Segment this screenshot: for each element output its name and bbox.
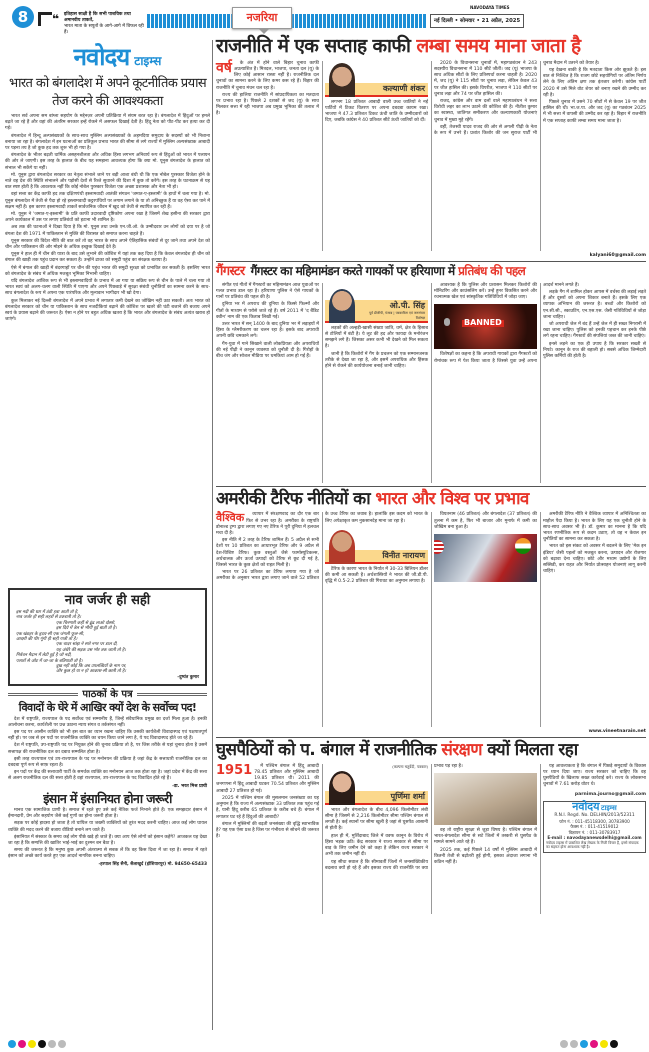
letter2-headline: इंसान में इंसानियत होना जरूरी — [43, 790, 172, 806]
editorial-body — [5, 114, 210, 584]
article4-photo — [434, 773, 537, 825]
editorial-headline: भारत को बंगलादेश में अपने कूटनीतिक प्रयास तेज करने की आवश्यकता — [8, 76, 207, 109]
paragraph: यह देखना बाकी है कि मतदाता किस ओर झुकते हैं। इस बात से निश्चित है कि राजग छोटे सहयोगियों पर अंतिम निर्णय लेने के लिए अंतिम क्षण तक इंतजार करेगी। कांग्रेस पार्टी 2020 में उसे मिले वोट शेयर को बनाए रखने की उम्मीद कर रही है। — [543, 68, 646, 98]
imprint-fax: फैक्स नं. : 011-41519012 — [570, 824, 619, 830]
banned-stamp: BANNED — [464, 318, 502, 328]
paragraph: यदि बंगलादेश आंशिक रूप से भी इस्लामवादियों के प्रभाव में आ गया या सक्रिय रूप से चीन के पाले में चला गया तो भारत स्वयं को अलग-थलग वाली स्थिति में पाएगा और अपने पिछवाड़े में सुरक्षा संबंधी चुनौतियों का सामना करने के साथ-साथ बंगलादेश के रूप में अपना एक पारंपरिक और मूल्यवान भागीदार भी खो देगा। — [5, 279, 210, 297]
byline-note: (कल्पना चतुर्वेदी, पत्रकार) — [392, 763, 428, 769]
headline-black: अमरीकी टैरिफ नीतियों का — [216, 488, 371, 509]
paragraph: सड़क पर कोई हादसा हो जाता है तो घायिल या जख्मी व्यक्तियों को तुरंत मदद करनी चाहिए। आज कई लोग घायल व्यक्ति की मदद करने की बजाय वीडियो बनाने लग जाते हैं। — [8, 821, 207, 833]
paragraph: हाल ही में, मुर्शिदाबाद जिले में वक्फ कानून के विरोध में हिंसा भड़क उठी। केंद्र सरकार ने राज्य सरकार से सीमा पर बाड़ के लिए जमीन देने को कहा है लेकिन राज्य सरकार ने अभी तक जमीन नहीं दी। — [325, 833, 428, 858]
masthead — [25, 40, 210, 73]
paragraph: के अंत में होने वाले बिहार चुनाव काफी अप्रत्याशित हैं। मित्रदल, भाजपा, जनता दल (यू) के लिए कोई आसान रास्ता नहीं है। राजनीतिक दल चुनावों का सामना करने के लिए कमर कस रहे हैं। बिहार की राजनीति में चुनाव मंथन चल रहा है। — [216, 60, 319, 91]
imprint-brand — [546, 799, 643, 813]
poem-line: नाव जर्जर ही सही लहरों से टकराती तो है। — [16, 615, 81, 621]
poem-line: और कुछ हो या न हो आकाश-सी छाती तो है। — [56, 669, 126, 675]
article1-email: kalyani60@gmail.com — [589, 252, 646, 258]
imprint-brand-text: नवोदय — [572, 799, 600, 813]
poem-author: -दुष्यंत कुमार — [177, 674, 199, 680]
article1-dropcap: वर्ष — [216, 59, 232, 76]
paragraph: इस पद पर आसीन व्यक्ति को भी इस बात का ध्यान रखना चाहिए कि उसकी कार्यशैली विवादास्पद एवं पक्षपातपूर्ण नहीं हो। पर जब से इन पदों पर राजनीतिक व्यक्ति का चयन किया जाने लगा है, ये पद विवादास्पद होते जा रहे हैं। — [8, 729, 207, 742]
masthead-suffix: टाइम्स — [134, 54, 162, 68]
right-area — [216, 36, 646, 914]
imprint-box — [543, 801, 646, 853]
byline-name: ओ.पी. सिंह — [389, 301, 425, 311]
article2-header — [216, 265, 646, 280]
section-divider — [216, 261, 646, 262]
microphone-icon — [444, 318, 450, 326]
tariff-image — [434, 534, 537, 582]
byline-name: पूर्णिमा शर्मा — [325, 791, 428, 805]
paragraph: भारत को इस संकट को अवसर में बदलने के लिए 'मेक इन इंडिया' जैसी पहलों को मजबूत करना, उत्पादन और रोजगार को बढ़ावा देना चाहिए। छोटे और मध्यम उद्योगों के लिए सब्सिडी, कर राहत और निर्यात प्रोत्साहन योजनाएं लागू करनी चाहिएं। — [543, 544, 646, 575]
article4-dropcap: 1951 — [216, 762, 253, 778]
poem-line: एक चादर सांझ ने सारे नगर पर डाल दी, — [56, 642, 118, 648]
author-photo — [329, 771, 355, 805]
letters-section-title — [8, 689, 207, 701]
article4-email: parnima.journo@gmail.com — [574, 791, 646, 797]
banned-image — [434, 304, 537, 349]
imprint-rni: R.N.I. Regd. No. DELHIN/2013/52311 — [554, 812, 635, 818]
paragraph: वियतनाम (46 प्रतिशत) और बंगलादेश (37 प्रतिशत) की तुलना में कम है, फिर भी बाजार और मुनाफे में कमी का जोखिम बना हुआ है। — [434, 512, 537, 530]
byline-subtitle: पूर्व डीजीपी, पंजाब | पत्रकारिता एवं जनसंचार विशेषज्ञ — [369, 311, 425, 320]
imprint-phone: फोन नं. : 011-45118300, 30783900 — [559, 818, 630, 824]
paragraph: लड़कों की अल्हड़ी-खासी संख्या जाति, धर्म, क्षेत्र के हिसाब से टोलियों में बंटी है। ये लूट की हद और फायदा के मनोरंजन समझने लगे हैं। जिसका असर कभी भी देखने को मिल सकता है। — [325, 325, 428, 350]
poem-line: आदमी की पीर गूंगी ही सही गाती तो है। — [16, 637, 78, 643]
article1-body — [216, 61, 646, 251]
paragraph: समय की जरूरत है कि मनुष्य कुछ अपनी अंतरात्मा से सबक लें कि वह किस दिशा में जा रहा है। समाज में रहते इंसान को अच्छे कार्य करते हुए एक आदर्श नागरिक बनना चाहिए। — [8, 848, 207, 860]
masthead-brand: नवोदय — [73, 43, 130, 71]
headline-black: घुसपैठियों को प. बंगाल में राजनीतिक — [216, 740, 437, 761]
article3-headline — [216, 490, 646, 510]
paragraph: 2020 के विधानसभा चुनावों में, महागठबंधन ने 243 सदस्यीय विधानसभा में 110 सीटें जीतीं। जद (यू) भाजपा के साथ अधिक सीटों के लिए प्रतिस्पर्धा करना चाहती है। 2020 में, जद (यू) ने 115 सीटों पर चुनाव लड़ा, लेकिन केवल 43 पर जीत हासिल की। इसके विपरीत, भाजपा ने 110 सीटों पर चुनाव लड़ा और 74 पर जीत हासिल की। — [434, 60, 537, 97]
author-photo — [329, 530, 355, 564]
section-tab: नजरिया — [232, 7, 292, 29]
paragraph: भारत पर 26 प्रतिशत का टैरिफ लगाया गया है जो अमरीका के अनुसार भारत द्वारा लगाए जाने वाले 52 प्रतिशत के उच्च टैरिफ का जवाब है। हालांकि इस कदम को भारत के लिए अपेक्षाकृत कम नुकसानदेह माना जा रहा है। — [216, 512, 428, 582]
headline-black: गैंगस्टर का महिमामंडन करते गायकों पर हरियाणा में — [250, 263, 455, 278]
paragraph: विशेषज्ञों का कहना है कि अपराधी गायकों द्वारा गैंगस्टरों को रोमांचक रूप में पेश किया जाता है जिससे युवा उन्हें अपना आदर्श मानने लगते हैं। — [434, 282, 580, 364]
paragraph: ऐसे में बंगाल की खाड़ी में बंदरगाहों पर चीन की पहुंच भारत की समुद्री सुरक्षा को प्रभावित कर सकती है। इसलिए भारत को बंगलादेश के संबंध में अधिक मजबूत भूमिका निभानी चाहिए। — [5, 265, 210, 277]
headline-red: संरक्षण — [441, 740, 482, 761]
paragraph: यह सीधा सवाल है कि सीमावर्ती जिलों में जनसांख्यिकीय बदलाव क्यों हो रहे हैं और इसका राज्य की राजनीति पर क्या प्रभाव पड़ रहा है। — [325, 763, 463, 871]
india-flag-icon — [515, 538, 531, 554]
letter2-author: -हरपाल सिंह सैनी, सैलाखुर्द (होशियारपुर) मो. 94650-65433 — [98, 861, 207, 867]
page-number: 8 — [12, 6, 34, 28]
poem-line: दुख नहीं कोई कि अब उपलब्धियों के नाम पर, — [56, 664, 127, 670]
author-photo — [329, 63, 355, 97]
title-rule — [8, 693, 78, 696]
paragraph: वह तो राष्ट्रीय सुरक्षा से जुड़ा विषय है। पश्चिम बंगाल में भारत-बंगलादेश सीमा से सटे जिलों में तस्करी से घुसपैठ के मामले सामने आते रहे हैं। — [434, 828, 537, 846]
article2-body — [216, 283, 646, 483]
paragraph: वहां सत्ता का केंद्र काफी हद तक दक्षिणपंथी इस्लामवादी आतंकी संगठन 'जमात-ए-इस्लामी' के हाथों में चला गया है। मो. यूनुस बंगलादेश में तेजी से पैदा हो रहे इस्लामवादी कट्टरपंथियों पर लगाम लगाने के या तो अनिच्छुक हैं या वह ऐसा कर पाने में सक्षम नहीं हैं। इस कारण इस्लामवादी ताकतें सार्वजनिक जीवन में खुद को तेजी से स्थापित कर रही हैं। — [5, 192, 210, 210]
poem-title: नाव जर्जर ही सही — [64, 593, 151, 608]
letter1-headline: विवादों के घेरे में आखिर क्यों देश के सर्वोच्च पद! — [18, 700, 197, 714]
article3-email: www.vineetnarain.net — [588, 729, 646, 735]
poem-line: एक खंडहर के हृदय-सी एक जंगली फूल-सी, — [16, 631, 85, 637]
poem-box — [8, 588, 207, 686]
paragraph: अमरीकी टैरिफ नीति ने वैश्विक व्यापार में अनिश्चितता का माहौल पैदा किया है। भारत के लिए यह एक चुनौती होने के साथ-साथ अवसर भी है। डॉ. कुमार का मानना है कि यदि भारत रणनीतिक रूप से कदम उठाए, तो वह न केवल इन चुनौतियों का सामना कर सकता है। — [543, 512, 646, 543]
paragraph: इन पदों पर केंद्र की सत्ताधारी पार्टी के समर्थक व्यक्ति का मनोनयन आज तक होता रहा है। जहां प्रदेश में केंद्र की सत्ता से अलग राजनीतिक दल की सत्ता होती है वहां राज्यपाल, उप-राज्यपाल के पद विवादित होते रहे हैं। — [8, 770, 208, 782]
paragraph: गैंग-युवा में गाने सिखाने वाली लोकप्रियता और अपराधियों की नई पीढ़ी ने कानून व्यवस्था को चुनौती दी है। गिरोहों के बीच जंग और सोशल मीडिया पर धमकियां आम हो गई हैं। — [216, 341, 319, 360]
paragraph: टैरिफ के कारण भारत के निर्यात में 30-33 बिलियन डॉलर की कमी आ सकती है। अर्थशास्त्रियों ने भारत की जी.डी.पी. वृद्धि में 0.5-2.2 प्रतिशत की गिरावट का अनुमान लगाया है। — [325, 566, 428, 585]
author-photo — [329, 289, 355, 323]
paragraph: लगभग 18 प्रतिशत आबादी वाली उच्च जातियों ने नई पार्टियों में टिकट वितरण पर अपना दबदबा कायम रखा। भाजपा ने 47.3 प्रतिशत टिकट ऊंची जाति के उम्मीदवारों को दिए, जबकि कांग्रेस ने 40 प्रतिशत सीटें ऊंची जातियों को दीं। — [325, 99, 428, 124]
paragraph: राज्य की हालिया राजनीति में सांप्रदायिकता का मतदाता पर प्रभाव रहा है। पिछले 2 दशकों से जद (यू) के साथ मिलकर सत्ता में रही भाजपा अब प्रमुख भूमिका की तलाश में है। — [216, 92, 319, 117]
article4-headline — [216, 741, 646, 761]
paragraph: इनसे लड़ने का एक ही उपाय है कि सरकार सख्ती से निपटे। कानून के राज की बहाली हो। सबसे अधिक जिम्मेदारी पुलिस कर्मियों की होती है। — [543, 341, 646, 360]
imprint-brand-suffix: टाइम्स — [600, 803, 617, 812]
article4-body — [216, 764, 646, 914]
paragraph: जानी है कि किशोरों में गैंग के प्रचलन को एक सम्मानजनक तरीके से देखा जा रहा है, और इसमें अपराधिक और हिंसक होने से रोकने की कार्ययोजना बनाई जानी चाहिए। — [325, 351, 428, 369]
paragraph: इंसानियत में संस्कार के समय कई लोग पीछे खड़े हो जाते हैं। क्या आप ऐसे लोगों को इंसान कहेंगे? आजकल यह देखा जा रहा है कि सम्पत्ति की खातिर भाई-भाई का दुश्मन बन बैठा है। — [8, 834, 207, 846]
article1-byline — [325, 61, 428, 97]
headline-red: लम्बा समय माना जाता है — [416, 35, 581, 57]
paragraph: कुल मिलाकर नई दिल्ली बंगलादेश में अपने प्रभाव में लगातार कमी देखने का जोखिम नहीं उठा सकती। अतः भारत को बंगलादेश सरकार को चीन या पाकिस्तान के साथ नजदीकियां बढ़ाने की कोशिश पर खतरे की घंटी बजाने की बजाय अपने स्वयं के प्रयास बढ़ाने की जरूरत है। ऐसा न होने पर बहुत अधिक खतरा है कि भारत और बंगलादेश के संबंध अत्यंत खराब हो जाएंगे। — [5, 298, 210, 323]
paragraph: भारत और बंगलादेश के बीच 4,096 किलोमीटर लंबी सीमा है जिसमें से 2,216 किलोमीटर सीमा पश्चिम बंगाल से लगती है। कई स्थानों पर सीमा खुली है जहां से घुसपैठ आसानी से होती है। — [325, 807, 428, 832]
poem-line: निर्वचन मैदान में लेटी हुई है जो नदी, — [16, 653, 72, 659]
article3-body — [216, 512, 646, 727]
paragraph: मो. यूनुस द्वारा बंगलादेश सरकार का नेतृत्व संभाले जाने पर बड़ी आशा बंधी थी कि एक नोबेल पुरस्कार विजेता होने के नाते वह देश की स्थिति संभालने और पड़ोसी देशों से रिश्ते सुधारने की दिशा में कुछ तो करेंगे। इस तरह के घटनाक्रम से यह बात स्पष्ट होती है कि आवश्यक नहीं कि कोई नोबेल पुरस्कार विजेता एक अच्छा प्रशासक और नेता भी हो। — [5, 172, 210, 191]
quote-icon: ❝ — [52, 12, 60, 26]
poem-line: इस नदी की धार में ठंडी हवा आती तो है, — [16, 610, 79, 615]
paragraph: अब तक की घटनाओं ने दिखा दिया है कि मो. यूनुस तथा उनके एन.जी.ओ. के उम्मीदवार उन लोगों को दया पर है जो बंगला देश की 1971 में पाकिस्तान से मुक्ति की विरासत को समाप्त करना चाहते हैं। — [5, 225, 210, 237]
paragraph: लड़के गैंग में शामिल होकर आपस में वर्चस्व की लड़ाई लड़ते हैं और दूसरों को अपना शिकार बनाते हैं। इसके लिए एक व्यापक अभियान की जरूरत है। बच्चों और किशोरों को एन.सी.सी., स्काउटिंग, एन.एस.एस. जैसी गतिविधियों से जोड़ा जाना चाहिए। — [543, 289, 646, 320]
poem-line: एक चिनगारी कहीं से ढूंढ लाओ दोस्तो, — [56, 620, 116, 626]
article3-dropcap: वैश्विक — [216, 511, 245, 525]
paragraph: इसी तरह राज्यपाल एवं उप-राज्यपाल के पद पर मनोनयन की प्रक्रिया है जहां केंद्र के सत्ताधारी राजनीतिक दल का दबदबा पूर्ण रूप से साफ़ रहता है। — [8, 756, 207, 768]
headline-black: क्यों मिलता रहा — [487, 740, 578, 761]
paragraph: वहीं, तेजस्वी यादव राजद की ओर से अगली पीढ़ी के नेता के रूप में उभरे हैं। प्रशांत किशोर की जन सुराज पार्टी भी चुनाव मैदान में उतरने को तैयार है। — [434, 60, 600, 137]
us-flag-icon — [434, 540, 444, 554]
paragraph: मो. यूनुस ने 'जमात-ए-इस्लामी' के प्रति काफी उदारवादी दृष्टिकोण अपना रखा है जिसमें शेख हसीना की सरकार द्वारा अपने कार्यकाल में उस पर लगाए प्रतिबंधों को हटाना भी शामिल है। — [5, 212, 210, 224]
article2-byline — [325, 283, 428, 323]
paragraph: 2025 में पश्चिम बंगाल की मुसलमान जनसंख्या का यह अनुमान है कि राज्य में अल्पसंख्यक 33 प्रतिशत तक पहुंच गई है, यानी हिंदू करीब 65 प्रतिशत के करीब बचे हैं। बंगाल में लगातार घट रहे हैं हिंदुओं की आबादी? — [216, 795, 319, 820]
article4-byline — [325, 764, 428, 805]
column-divider — [212, 40, 213, 1030]
letter1-body — [5, 717, 210, 783]
byline-name: कल्याणी शंकर — [325, 83, 428, 97]
poem-lines — [16, 610, 199, 675]
paragraph: देश में राष्ट्रपति, उप-राष्ट्रपति पद पर नियुक्त होने की चुनाव प्रक्रिया तो है, पर जिस तरीके से यहां चुनाव होता है उसमें सत्तापक्ष की राजनीतिक दल का दबाव सम्मलित होता है। — [8, 743, 207, 755]
paragraph: संगीत एवं गीतों में गैंगस्टरों का महिमामंडन आज युवाओं पर गलत प्रभाव डाल रहा है। हरियाणा पुलिस ने ऐसे गायकों के गानों पर प्रतिबंध की पहल की है। — [216, 282, 319, 301]
byline-name: विनीत नारायण — [325, 550, 428, 564]
article2-kicker: गैंगस्टर — [216, 263, 245, 279]
headline-red: प्रतिबंध की पहल — [458, 263, 526, 278]
imprint-ad: विज्ञापन नं. : 011-30783917 — [568, 829, 621, 835]
paragraph: 2025 तक, कई पिछले 14 वर्षों में मुस्लिम आबादी में कितनी तेजी से बढ़ोतरी हुई होगी, इसका अंदाजा लगाना भी कठिन नहीं है। — [434, 847, 537, 866]
paragraph: राजद, कांग्रेस और वाम दलों वाले महागठबंधन ने सत्ता विरोधी लहर का लाभ उठाने की कोशिश की है। नीतीश कुमार का स्वास्थ्य, जातिगत समीकरण और कल्याणकारी योजनाएं चुनाव में मुख्य मुद्दे रहेंगे। — [434, 99, 537, 123]
paragraph: मानव एक सामाजिक प्राणी है। समाज में रहते हुए उसे कई नैतिक फर्ज निभाने होते हैं। एक समझदार इंसान में ईमानदारी, प्रेम और सहयोग जैसे कई गुणों का होना जरूरी होता है। — [8, 807, 207, 820]
paragraph: बंगलादेश में हिन्दू अल्पसंख्यकों के साथ-साथ मुस्लिम अल्पसंख्यकों के अहमदिया समुदाय के सदस्यों को भी निशाना बनाया जा रहा है। बंगलादेश में इन घटनाओं का प्रतिकूल प्रभाव भारत की सीमा से लगे राज्यों में मुस्लिम अल्पसंख्यक आबादी पर पड़ना तय है जो कुछ हद तक शुरू भी हो गया है। — [5, 133, 210, 152]
paragraph: यह आवश्यकता है कि बंगाल में पिछड़े समुदायों के विकास पर ध्यान दिया जाए। राज्य सरकार को चाहिए कि वह घुसपैठियों के खिलाफ सख्त कार्रवाई करे। राज्य के लोकसभा चुनावों में 7.61 करोड़ वोटर थे। — [543, 763, 646, 788]
section-tab-pointer — [259, 29, 269, 34]
paragraph: यूनुस सरकार की विदेश नीति की बात करें तो वह भारत के साथ अपने ऐतिहासिक संबंधों से दूर जाने तथा अपने देश को चीन और पाकिस्तान की ओर मोड़ने के अधिक इच्छुक दिखाई देते हैं। — [5, 238, 210, 251]
title-rule — [137, 693, 207, 696]
section-divider — [216, 737, 646, 738]
paragraph: व्यापार में संरक्षणवाद का दौर एक बार फिर से उभर रहा है। अमरीका के राष्ट्रपति डोनाल्ड ट्रम्प द्वारा लगाए गए नए टैरिफ ने पूरी दुनिया में हलचल मचा दी है। — [216, 512, 319, 536]
poem-line: इस दिये में तेल से भीगी हुई बाती तो है। — [56, 626, 117, 632]
article1-headline — [216, 36, 646, 58]
paragraph: बंगलादेश के भीतर बढ़ती धार्मिक असहनशीलता और अधिक हिंसा लगभग अनिवार्य रूप से हिंदुओं को भारत में पलायन की ओर ले जाएगी। इस तरह के हालात के बीच यह समझना आवश्यक होगा कि क्या मो. यूनुस बंगलादेश के हालात को संभाल भी सकेंगे या नहीं। — [5, 153, 210, 171]
letter2-body — [5, 808, 210, 861]
paragraph: देश में राष्ट्रपति, राज्यपाल के पद सर्वोच्च एवं सम्मानीय हैं, जिन्हें संवैधानिक प्रमुख का दर्जा मिला हुआ है। इनकी आलोचना करना, कार्यशैली पर प्रश्न उठाना न्याय संगत व तर्कसंगत नहीं। — [8, 716, 207, 728]
poem-line: यह अंधेरे की सड़क उस भोर तक जाती तो है। — [56, 647, 126, 653]
corner-mark — [38, 12, 52, 26]
headline-red: भारत और विश्व पर प्रभाव — [375, 488, 529, 509]
paragraph: भारत सर्व अपना सम बांग्ला सहयोग के मद्देनज़र अपनी प्रतिक्रिया में संयम बरत रहा है। बंगलादेश में हिंदुओं पर हमले बढ़ते जा रहे हैं और वहां की अंतरिम सरकार इन्हें रोकने में असफल दिखाई देती है। हिंदू नेता को पीट-पीट कर हत्या कर दी गई। — [5, 114, 210, 132]
date-line: नई दिल्ली • सोमवार • 21 अप्रैल, 2025 — [430, 14, 524, 28]
paragraph: यूनुस ने हाल ही में चीन की यात्रा के बाद उसे लुभाने की कोशिश में यहां तक कह दिया है कि केवल बंगलादेश ही चीन को बंगाल की खाड़ी तक पहुंच प्रदान कर सकता है। उन्होंने ढाका को समुद्री पहुंच का संरक्षक बताया है। — [5, 252, 210, 264]
paragraph: उत्तर भारत में सन् 1400 के बाद दुनिया भर में लड़ाइयों में हिंसा के ग्लैमरीकरण का चलन रहा है। इसके बाद अपराधी अपनी छवि चमकाने लगे। — [216, 322, 319, 340]
article3-byline — [325, 528, 428, 564]
quote-line: भारत माता के सपूतों के आगे-आगे में विफल रही हैं। — [64, 24, 144, 35]
header-quote — [64, 12, 144, 36]
poem-line: पत्थरों से ओट में जा-जा के बतियाती तो है। — [16, 658, 83, 664]
letter1-author: -डा. भरत मिश्र प्राची — [172, 783, 207, 789]
paragraph: बंगाल में मुस्लिमों की बढ़ती जनसंख्या की वृद्धि स्वाभाविक है? यह एक ऐसा प्रश्न है जिस पर गंभीरता से सोचने की जरूरत है। — [216, 821, 319, 840]
paragraph: जो अपराधी जेल में बंद हैं उन्हें जेल में ही सख्त निगरानी में रखा जाना चाहिए। पुलिस को इनकी पहचान कर इनके पीछे लगे रहना चाहिए। गैंगस्टरों की संपत्तियां जब्त की जानी चाहिएं। — [543, 322, 646, 340]
imprint-email: E-mail : navodayanewsdelhi@gmail.com — [547, 835, 642, 841]
paragraph: में पश्चिम बंगाल में हिंदू आबादी 78.45 प्रतिशत और मुस्लिम आबादी 19.85 प्रतिशत थी। 2011 की जनगणना में हिंदू आबादी घटकर 70.54 प्रतिशत और मुस्लिम आबादी 27 प्रतिशत हो गई। — [216, 763, 319, 794]
paragraph: इस नीति में 2 तरह के टैरिफ शामिल हैं। 5 अप्रैल से सभी देशों पर 10 प्रतिशत का आधारभूत टैरिफ और 9 अप्रैल से देश-विशिष्ट टैरिफ। कुछ वस्तुओं जैसे फार्मास्यूटिकल्स, अर्धचालक और ऊर्जा उत्पादों को टैरिफ से छूट दी गई है, जिससे भारत के कुछ क्षेत्रों को राहत मिली है। — [216, 538, 319, 568]
quote-line: इतिहास साक्षी है कि सभी पाशविक तथा अमानवीय ताकतें, — [64, 12, 131, 23]
section-divider — [216, 486, 646, 487]
headline-black: राजनीति में एक सप्ताह काफी — [216, 35, 411, 57]
left-column — [5, 40, 210, 868]
paper-name-small: NAVODAYA TIMES — [470, 5, 510, 10]
imprint-note: नवोदय टाइम्स में प्रकाशित लेख लेखक के निजी विचार हैं, इनसे संपादक का सहमत होना आवश्यक नहीं है। — [546, 840, 639, 850]
article2-headline — [251, 265, 646, 279]
paragraph: आवश्यक है कि पुलिस और प्रशासन मिलकर किशोरों की मॉनिटरिंग और काउंसलिंग करें। उन्हें हुनर विकसित करने और रचनात्मक खेल एवं सांस्कृतिक गतिविधियों में जोड़ा जाए। — [434, 282, 537, 301]
paragraph: पिछले चुनाव में उसने 70 सीटों में से केवल 19 पर जीत हासिल की थी। भा.ज.पा. और जद (यू) का गठबंधन 2025 में भी सत्ता में वापसी की उम्मीद कर रहा है। बिहार में राजनीति में एक सप्ताह काफी लम्बा समय माना जाता है। — [543, 100, 646, 124]
paragraph: दुनिया भर में अपराध की दुनिया के किस्से फिल्मों और गीतों के माध्यम से परोसे जाते रहे हैं। वर्ष 2011 में 'द बैंडिट क्वीन' नाम की एक किताब लिखी गई। — [216, 302, 319, 320]
letters-title-text: पाठकों के पत्र — [82, 688, 133, 700]
